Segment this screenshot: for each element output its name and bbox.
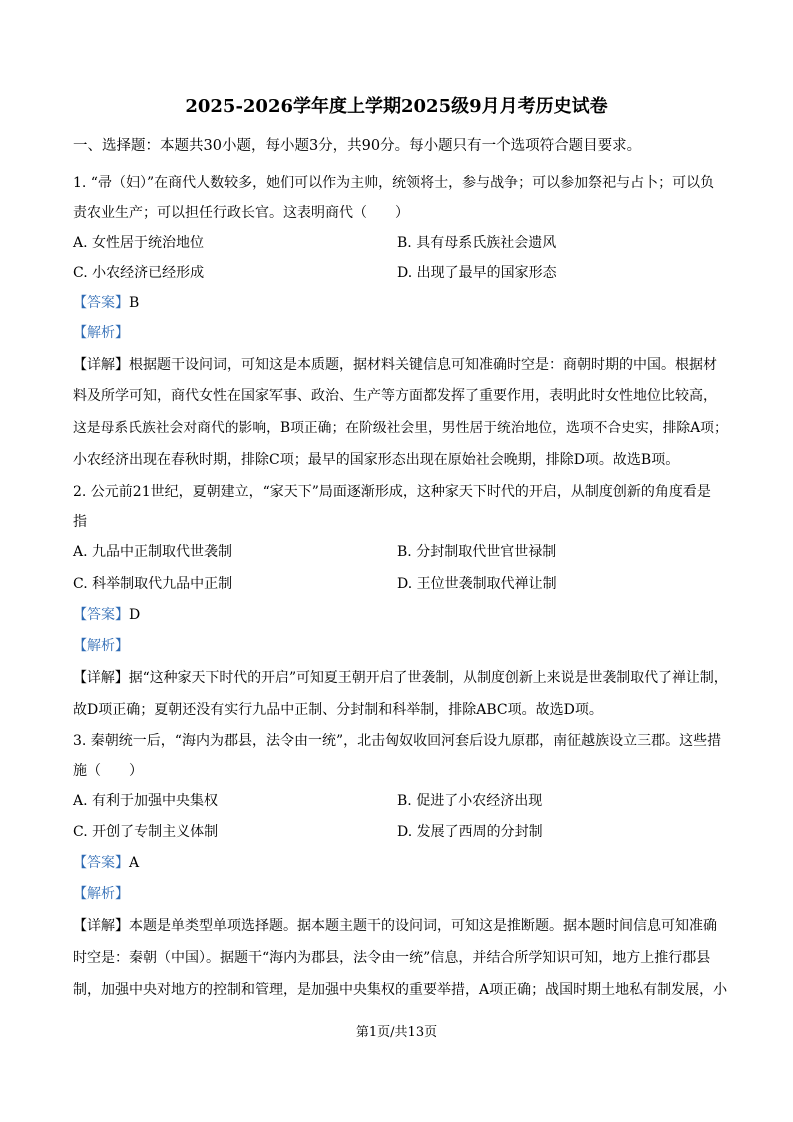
q3-detail-line-3: 制，加强中央对地方的控制和管理，是加强中央集权的重要举措，A项正确；战国时期土地私有制发展，小 xyxy=(73,982,728,998)
q1-option-b: B. 具有母系氏族社会遗风 xyxy=(397,235,557,251)
answer-label: 【答案】 xyxy=(73,607,129,623)
q1-answer-row xyxy=(73,293,139,313)
q3-stem-line-2: 施（ ） xyxy=(73,763,143,779)
q2-stem-line-2: 指 xyxy=(73,514,87,530)
q3-stem-line-1: 3. 秦朝统一后，“海内为郡县，法令由一统”，北击匈奴收回河套后设九原郡，南征越族设立三郡。这些措 xyxy=(73,733,722,749)
q1-stem-line-2: 责农业生产；可以担任行政长官。这表明商代（ ） xyxy=(73,205,409,221)
page-footer: 第1页/共13页 xyxy=(355,1025,438,1040)
q2-analysis-label: 【解析】 xyxy=(73,638,129,654)
q3-answer: A xyxy=(129,855,140,871)
q1-stem-line-1: 1. “帚（妇）”在商代人数较多，她们可以作为主帅，统领将士，参与战争；可以参加祭祀与占卜；可以负 xyxy=(73,175,715,191)
q2-option-c: C. 科举制取代九品中正制 xyxy=(73,576,233,592)
q2-detail-text-1: 据“这种家天下时代的开启”可知夏王朝开启了世袭制，从制度创新上来说是世袭制取代了禅让制， xyxy=(128,670,728,686)
q3-analysis-label: 【解析】 xyxy=(73,886,129,902)
q3-detail-text-1: 本题是单类型单项选择题。据本题主题干的设问词，可知这是推断题。据本题时间信息可知准确 xyxy=(129,918,717,934)
q3-option-d: D. 发展了西周的分封制 xyxy=(397,824,543,840)
q2-stem-line-1: 2. 公元前21世纪，夏朝建立，“家天下”局面逐渐形成，这种家天下时代的开启，从制度创新的角度看是 xyxy=(73,484,711,500)
q2-detail-line-1 xyxy=(73,668,728,688)
q1-analysis-label: 【解析】 xyxy=(73,325,129,341)
q2-option-d: D. 王位世袭制取代禅让制 xyxy=(397,576,557,592)
detail-label: 【详解】 xyxy=(73,918,129,934)
q3-option-b: B. 促进了小农经济出现 xyxy=(397,793,543,809)
q2-option-b: B. 分封制取代世官世禄制 xyxy=(397,544,557,560)
q3-answer-row xyxy=(73,853,139,873)
detail-label: 【详解】 xyxy=(73,357,129,373)
section-heading: 一、选择题：本题共30小题，每小题3分，共90分。每小题只有一个选项符合题目要求。 xyxy=(73,138,642,154)
q2-detail-line-2: 故D项正确；夏朝还没有实行九品中正制、分封制和科举制，排除ABC项。故选D项。 xyxy=(73,702,603,718)
q1-option-d: D. 出现了最早的国家形态 xyxy=(397,265,557,281)
q3-detail-line-2: 时空是：秦朝（中国）。据题干“海内为郡县，法令由一统”信息，并结合所学知识可知，地方上推行郡县 xyxy=(73,950,711,966)
q2-option-a: A. 九品中正制取代世袭制 xyxy=(73,544,233,560)
exam-title: 2025-2026学年度上学期2025级9月月考历史试卷 xyxy=(185,96,608,117)
q1-detail-line-1 xyxy=(73,355,717,375)
q1-detail-line-3: 这是母系氏族社会对商代的影响，B项正确；在阶级社会里，男性居于统治地位，选项不合史实，排除A项； xyxy=(73,420,728,436)
answer-label: 【答案】 xyxy=(73,295,129,311)
q1-option-a: A. 女性居于统治地位 xyxy=(73,235,205,251)
q3-option-a: A. 有利于加强中央集权 xyxy=(73,793,219,809)
q3-detail-line-1 xyxy=(73,916,717,936)
answer-label: 【答案】 xyxy=(73,855,129,871)
q1-detail-line-2: 料及所学可知，商代女性在国家军事、政治、生产等方面都发挥了重要作用，表明此时女性地位比较高， xyxy=(73,388,717,404)
detail-label: 【详解】 xyxy=(73,670,129,686)
q1-answer: B xyxy=(129,295,140,311)
q2-answer-row xyxy=(73,605,140,625)
q2-answer: D xyxy=(129,607,141,623)
q1-detail-line-4: 小农经济出现在春秋时期，排除C项；最早的国家形态出现在原始社会晚期，排除D项。故选B项。 xyxy=(73,452,680,468)
q1-detail-text-1: 根据题干设问词，可知这是本质题，据材料关键信息可知准确时空是：商朝时期的中国。根据材 xyxy=(129,357,717,373)
q3-option-c: C. 开创了专制主义体制 xyxy=(73,824,219,840)
q1-option-c: C. 小农经济已经形成 xyxy=(73,265,205,281)
